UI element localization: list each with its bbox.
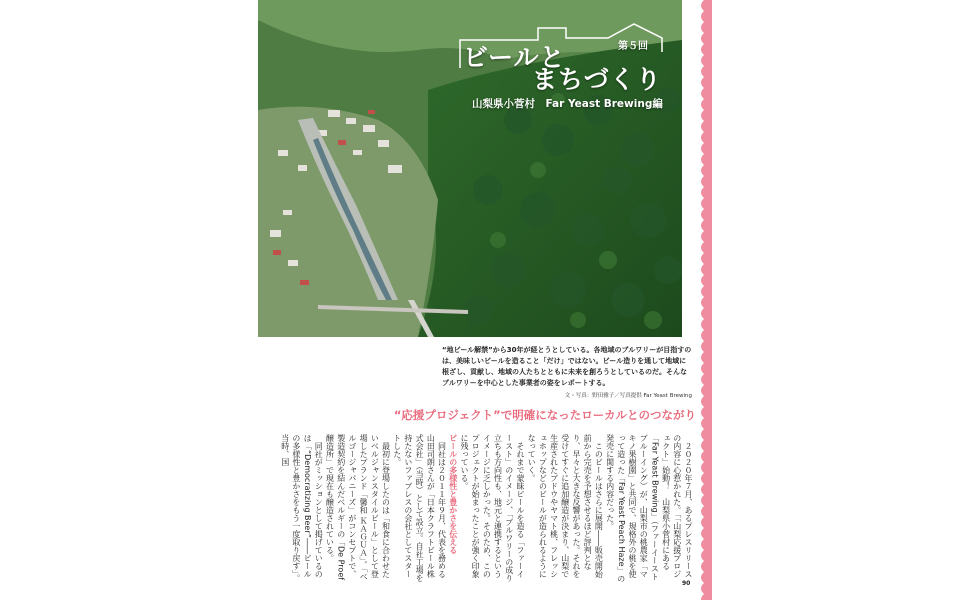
body-paragraph: 同社がミッションとして掲げているのは「“Democratizing Beer”――ビールの多様性と豊かさをもう一度取り戻す」。当時、国 — [280, 434, 324, 582]
lead-paragraph: “地ビール解禁”から30年が経とうとしている。各地域のブルワリーが目指すのは、美味しいビールを造ること「だけ」ではない。ビール造りを通して地域に根ざし、貢献し、地域の人たちとともに未来を創ろうとしているのだ。そんなブルワリーを中心とした事業者の姿をレポートする。 — [442, 346, 692, 387]
subsection-heading: ビールの多様性と豊かさを伝える — [448, 434, 458, 554]
article-subtitle: 山梨県小菅村 Far Yeast Brewing編 — [472, 98, 663, 110]
photo-credit: 文・写真：野田雅子／写真提供 Far Yeast Brewing — [564, 393, 692, 399]
series-title-part2: まちづくり — [532, 65, 662, 94]
scalloped-edge-decoration — [698, 0, 712, 600]
magazine-page — [258, 0, 712, 600]
page-number: 90 — [682, 580, 691, 587]
body-paragraph: ２０２０年７月、あるプレスリリースの内容に心惹かれた。「「山梨応援プロジェクト」始動！ 山梨県小菅村にある「Far Yeast Brewing」（ファーイーストブルーイング）が、山梨市の桃農家「マキノ果樹園」と共同で、規格外の桃を使って造った「Far Yeast Peach Haze」の発売に関する内容だった。 — [605, 434, 693, 583]
body-paragraph: 同社は２０１１年９月、代表を務める山田司朗さんが「日本クラフトビール株式会社」（当時）として設立。自社工場を持たないファブレスの会社としてスタートした。 — [392, 434, 447, 582]
body-text-vertical — [280, 434, 694, 584]
body-paragraph: このビールはさらに展開――販売開始前から完売を予想させるほど評判となり、早々と大きな反響があった。それを受けてすぐに追加醸造が決まり、山梨で生産されたブドウやヤマト桃、フレッシュホップなどのビールが造られるようになっていく。 — [527, 434, 604, 578]
body-paragraph: それまで蒙昧ビールを造る「ファーイースト」のイメージ、「ブルワリーの成り立ちも方向性も、地元と連携するというイメージに乏しかった。そのため、このプロジェクトが始まったことが強く印象に残っている。 — [459, 434, 525, 582]
series-title-part1: ビールと — [463, 43, 566, 72]
issue-number: 第５回 — [618, 41, 648, 52]
section-headline: “応援プロジェクト”で明確になったローカルとのつながり — [393, 408, 696, 422]
body-paragraph: 最初に登場したのは「和食に合わせたいベルジャンスタイルビール」として登場したブランド「馨和 ＫＡＧＵＡ」。「ベルゴージャパニーズ」がコンセプトで、製造契約を結んだベルギーの「De Proef 醸造所」で現在も醸造されている。 — [325, 434, 391, 581]
